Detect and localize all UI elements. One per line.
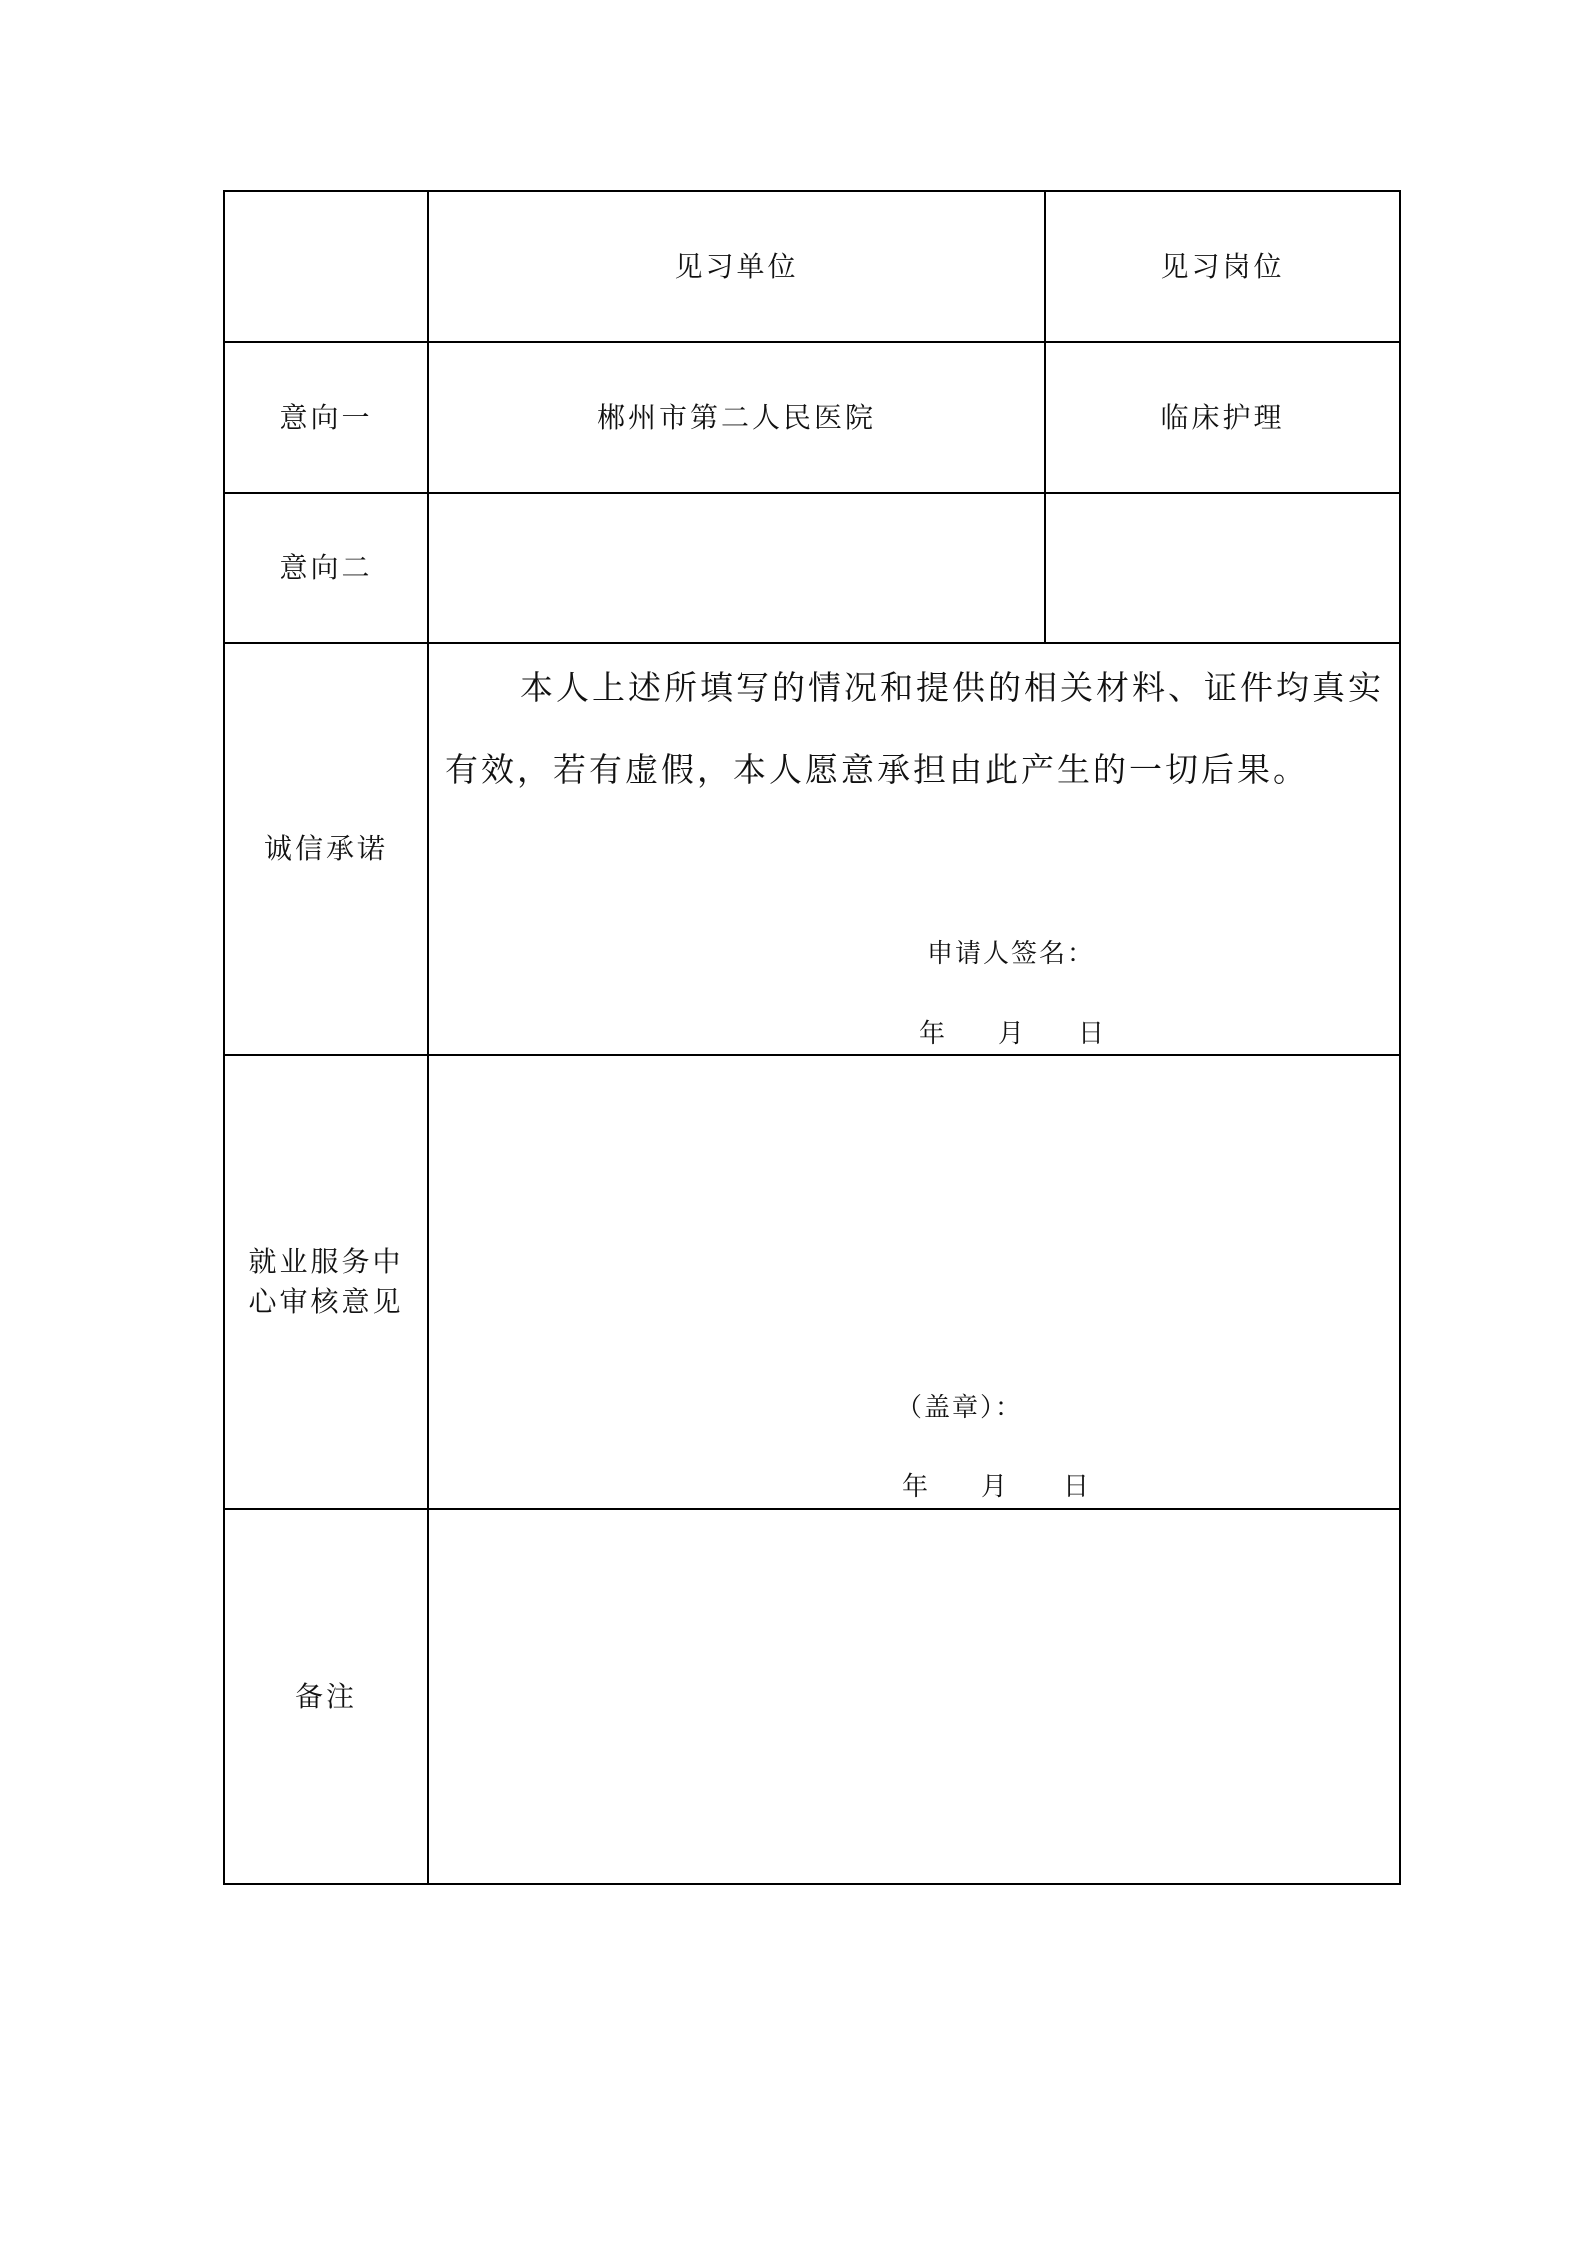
commitment-content <box>429 644 1399 1052</box>
review-content-cell <box>428 1055 1400 1509</box>
header-blank-cell <box>224 191 428 342</box>
review-label-line-2: 心审核意见 <box>248 1285 404 1318</box>
seal-label: （盖章）： <box>896 1393 1024 1423</box>
review-content <box>429 1056 1399 1506</box>
commitment-label: 诚信承诺 <box>224 643 428 1055</box>
intention-1-position: 临床护理 <box>1045 342 1400 493</box>
commitment-text-line-1: 本人上述所填写的情况和提供的相关材料、证件均真实 <box>520 668 1384 707</box>
commitment-date-month: 月 <box>998 1019 1027 1049</box>
remarks-row <box>224 1509 1400 1884</box>
commitment-row <box>224 643 1400 1055</box>
internship-application-form <box>223 190 1401 1885</box>
review-date-year: 年 <box>902 1472 931 1502</box>
intention-row-2 <box>224 493 1400 643</box>
remarks-label: 备注 <box>224 1509 428 1884</box>
review-date-day: 日 <box>1063 1472 1092 1502</box>
commitment-content-cell <box>428 643 1400 1055</box>
commitment-date-day: 日 <box>1078 1019 1107 1049</box>
review-label <box>224 1055 428 1509</box>
remarks-content-blank <box>428 1509 1400 1884</box>
intention-2-unit-blank <box>428 493 1045 643</box>
intention-1-label: 意向一 <box>224 342 428 493</box>
commitment-text-line-2: 有效，若有虚假，本人愿意承担由此产生的一切后果。 <box>445 750 1309 789</box>
commitment-date-year: 年 <box>919 1019 948 1049</box>
header-position-cell: 见习岗位 <box>1045 191 1400 342</box>
header-unit-cell: 见习单位 <box>428 191 1045 342</box>
intention-2-label: 意向二 <box>224 493 428 643</box>
intention-row-1 <box>224 342 1400 493</box>
applicant-signature-label: 申请人签名： <box>927 939 1096 969</box>
review-row <box>224 1055 1400 1509</box>
header-row <box>224 191 1400 342</box>
review-label-line-1: 就业服务中 <box>248 1245 404 1278</box>
intention-1-unit: 郴州市第二人民医院 <box>428 342 1045 493</box>
review-date-month: 月 <box>981 1472 1010 1502</box>
intention-2-position-blank <box>1045 493 1400 643</box>
